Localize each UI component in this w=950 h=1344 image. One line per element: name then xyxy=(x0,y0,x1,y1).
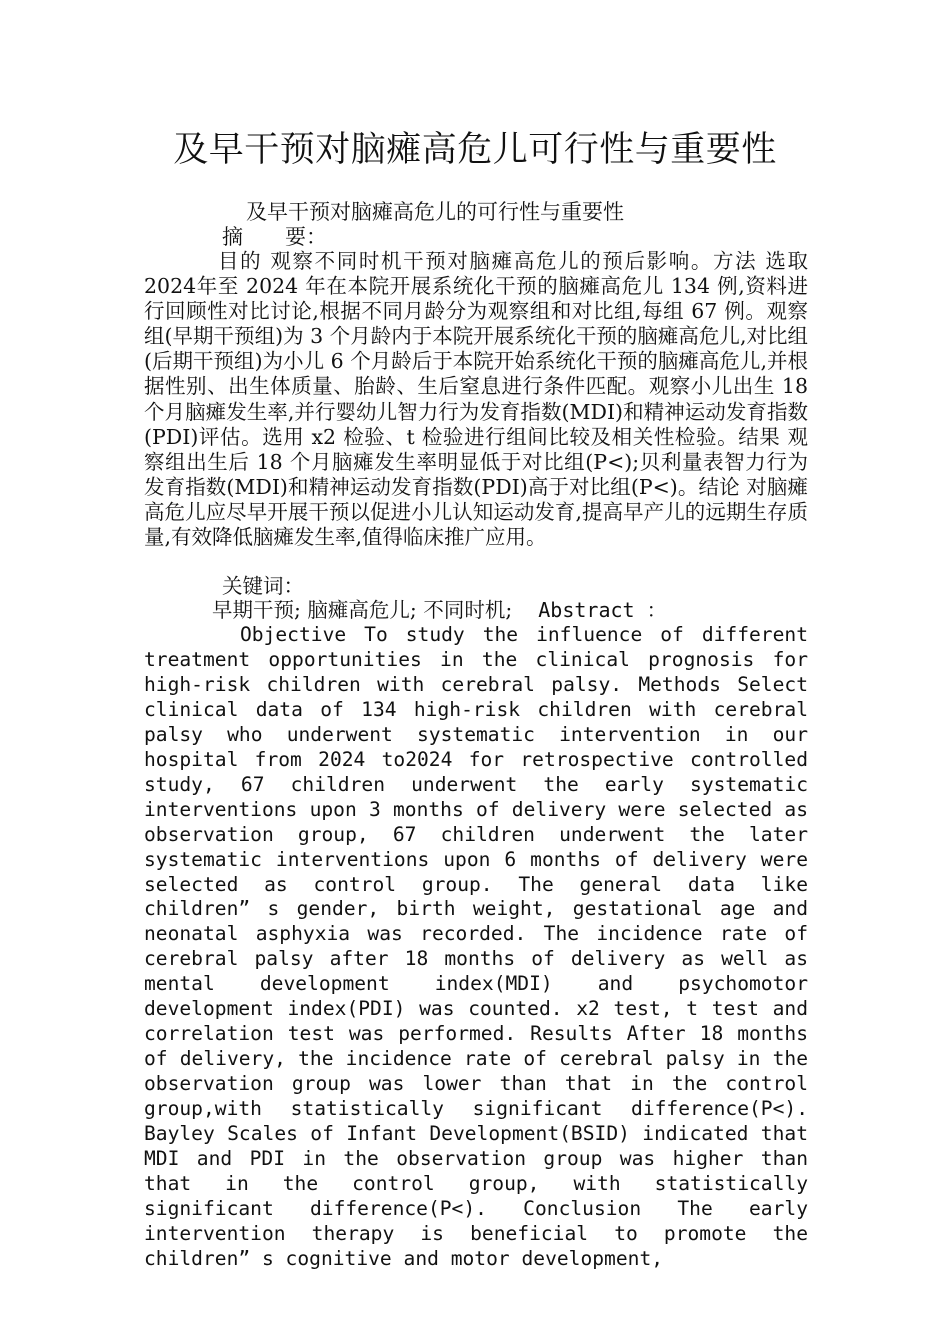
abstract-english-label: Abstract ： xyxy=(538,598,667,622)
abstract-label: 摘 要： xyxy=(222,225,327,249)
keywords-text: 早期干预; 脑瘫高危儿; 不同时机; xyxy=(212,598,513,622)
document-subtitle: 及早干预对脑瘫高危儿的可行性与重要性 xyxy=(246,200,624,224)
abstract-chinese: 目的 观察不同时机干预对脑瘫高危儿的预后影响。方法 选取 2024年至 2024 年在本院开展系统化干预的脑瘫高危儿 134 例,资料进行回顾性对比讨论,根据不同月龄分为观察组和对比组,每组 67 例。观察组(早期干预组)为 3 个月龄内于本院开展系统化干预的脑瘫高危儿,对比组(后期干预组)为小儿 6 个月龄后于本院开始系统化干预的脑瘫高危儿,并根据性别、出生体质量、胎龄、生后窒息进行条件匹配。观察小儿出生 18 个月脑瘫发生率,并行婴幼儿智力行为发育指数(MDI)和精神运动发育指数(PDI)评估。选用 x2 检验、t 检验进行组间比较及相关性检验。结果 观察组出生后 18 个月脑瘫发生率明显低于对比组(P<);贝利量表智力行为发育指数(MDI)和精神运动发育指数(PDI)高于对比组(P<)。结论 对脑瘫高危儿应尽早开展干预以促进小儿认知运动发育,提高早产儿的远期生存质量,有效降低脑瘫发生率,值得临床推广应用。 xyxy=(144,249,808,550)
abstract-english: Objective To study the influence of different treatment opportunities in the clinical prognosis for high-risk children with cerebral palsy. Methods Select clinical data of 134 high-risk children with cerebral palsy who underwent systematic intervention in our hospital from 2024 to2024 for retrospective controlled study, 67 children underwent the early systematic interventions upon 3 months of delivery were selected as observation group, 67 children underwent the later systematic interventions upon 6 months of delivery were selected as control group. The general data like children” s gender, birth weight, gestational age and neonatal asphyxia was recorded. The incidence rate of cerebral palsy after 18 months of delivery as well as mental development index(MDI) and psychomotor development index(PDI) was counted. x2 test, t test and correlation test was performed. Results After 18 months of delivery, the incidence rate of cerebral palsy in the observation group was lower than that in the control group,with statistically significant difference(P<). Bayley Scales of Infant Development(BSID) indicated that MDI and PDI in the observation group was higher than that in the control group, with statistically significant difference(P<). Conclusion The early intervention therapy is beneficial to promote the children” s cognitive and motor development, xyxy=(144,623,808,1270)
keywords-label: 关键词： xyxy=(222,574,304,598)
keywords-line xyxy=(212,598,667,623)
document-title: 及早干预对脑瘫高危儿可行性与重要性 xyxy=(173,130,777,170)
